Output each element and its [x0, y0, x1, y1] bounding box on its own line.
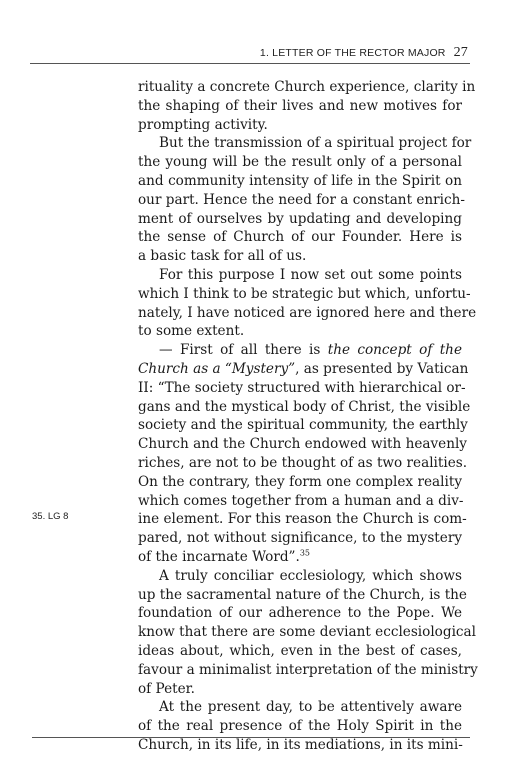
text-line — [138, 623, 476, 642]
line-text: But the transmission of a spiritual project for — [159, 135, 472, 152]
text-line — [138, 97, 462, 116]
text-line — [138, 134, 472, 153]
text-line — [138, 228, 462, 247]
line-text: our part. Hence the need for a constant enrich- — [138, 191, 465, 208]
text-line — [138, 698, 462, 717]
text-line — [138, 416, 468, 435]
line-text: of the real presence of the Holy Spirit in the — [138, 718, 462, 735]
line-text: pared, not without significance, to the mystery — [138, 530, 462, 547]
line-text: rituality a concrete Church experience, clarity in — [138, 79, 476, 95]
line-text: up the sacramental nature of the Church, is the — [138, 586, 467, 603]
text-line — [138, 304, 477, 323]
text-line — [138, 172, 462, 191]
text-line — [138, 285, 471, 304]
line-text: the young will be the result only of a personal — [138, 154, 462, 171]
line-text: of the incarnate Word”. — [138, 548, 300, 565]
line-text: ine element. For this reason the Church is com- — [138, 511, 467, 528]
line-text: A truly conciliar ecclesiology, which shows — [159, 567, 462, 584]
line-text: which comes together from a human and a div- — [138, 492, 464, 509]
line-text: — First of all there is — [159, 342, 328, 359]
running-header — [260, 45, 468, 61]
text-line — [138, 454, 468, 473]
text-line — [138, 191, 465, 210]
text-line — [138, 379, 466, 398]
emphasis-text: the concept of the — [327, 342, 462, 359]
body-text — [138, 78, 478, 755]
line-text: foundation of our adherence to the Pope. We — [138, 605, 462, 622]
line-text: and community intensity of life in the Spirit on — [138, 172, 462, 189]
text-line — [138, 116, 462, 135]
line-text: prompting activity. — [138, 116, 268, 133]
text-line — [138, 680, 462, 699]
text-line — [138, 398, 471, 417]
text-line — [138, 473, 462, 492]
text-line — [138, 78, 476, 97]
line-text: know that there are some deviant ecclesiological — [138, 624, 476, 641]
line-text: the sense of Church of our Founder. Here is — [138, 229, 462, 246]
line-text: II: “The society structured with hierarchical or- — [138, 379, 466, 396]
line-text: favour a minimalist interpretation of the ministry — [138, 661, 478, 678]
text-line — [138, 510, 467, 529]
text-line — [138, 492, 462, 511]
text-line — [138, 717, 462, 736]
running-title: 1. LETTER OF THE RECTOR MAJOR — [259, 47, 446, 59]
text-line — [138, 322, 462, 341]
line-text: riches, are not to be thought of as two realities. — [138, 454, 468, 471]
line-text: the shaping of their lives and new motives for — [138, 97, 462, 114]
line-text: On the contrary, they form one complex reality — [138, 473, 462, 490]
line-text: ideas about, which, even in the best of cases, — [138, 642, 462, 659]
text-line — [138, 642, 462, 661]
emphasis-text: Church as a “Mystery” — [138, 360, 296, 377]
line-text: nately, I have noticed are ignored here and there — [138, 304, 477, 321]
margin-reference: 35. LG 8 — [32, 511, 69, 522]
line-text: Church and the Church endowed with heavenly — [138, 436, 467, 453]
text-line — [138, 586, 467, 605]
line-text: For this purpose I now set out some points — [159, 266, 462, 283]
line-text: ment of ourselves by updating and developing — [138, 210, 462, 227]
text-line — [138, 567, 462, 586]
text-line — [138, 266, 462, 285]
header-rule — [30, 63, 470, 64]
line-text: a basic task for all of us. — [138, 248, 307, 265]
footnote-ref: 35 — [299, 548, 311, 558]
line-text: At the present day, to be attentively aware — [159, 699, 462, 716]
text-line — [138, 529, 462, 548]
line-text: society and the spiritual community, the earthly — [138, 417, 468, 434]
text-line — [138, 604, 462, 623]
text-line — [138, 435, 467, 454]
page-number: 27 — [453, 45, 468, 60]
text-line — [138, 341, 462, 360]
text-line — [138, 247, 462, 266]
text-line — [138, 548, 462, 567]
text-line — [138, 661, 478, 680]
text-line — [138, 736, 462, 755]
line-text: which I think to be strategic but which, unfortu- — [138, 285, 471, 302]
footer-rule — [32, 737, 470, 738]
line-text: gans and the mystical body of Christ, the visible — [138, 398, 471, 415]
text-line — [138, 210, 462, 229]
line-text: , as presented by Vatican — [295, 360, 469, 377]
text-line — [138, 153, 462, 172]
text-line — [138, 360, 469, 379]
line-text: of Peter. — [138, 680, 195, 697]
line-text: to some extent. — [138, 323, 245, 340]
line-text: Church, in its life, in its mediations, in its mini- — [138, 736, 463, 753]
